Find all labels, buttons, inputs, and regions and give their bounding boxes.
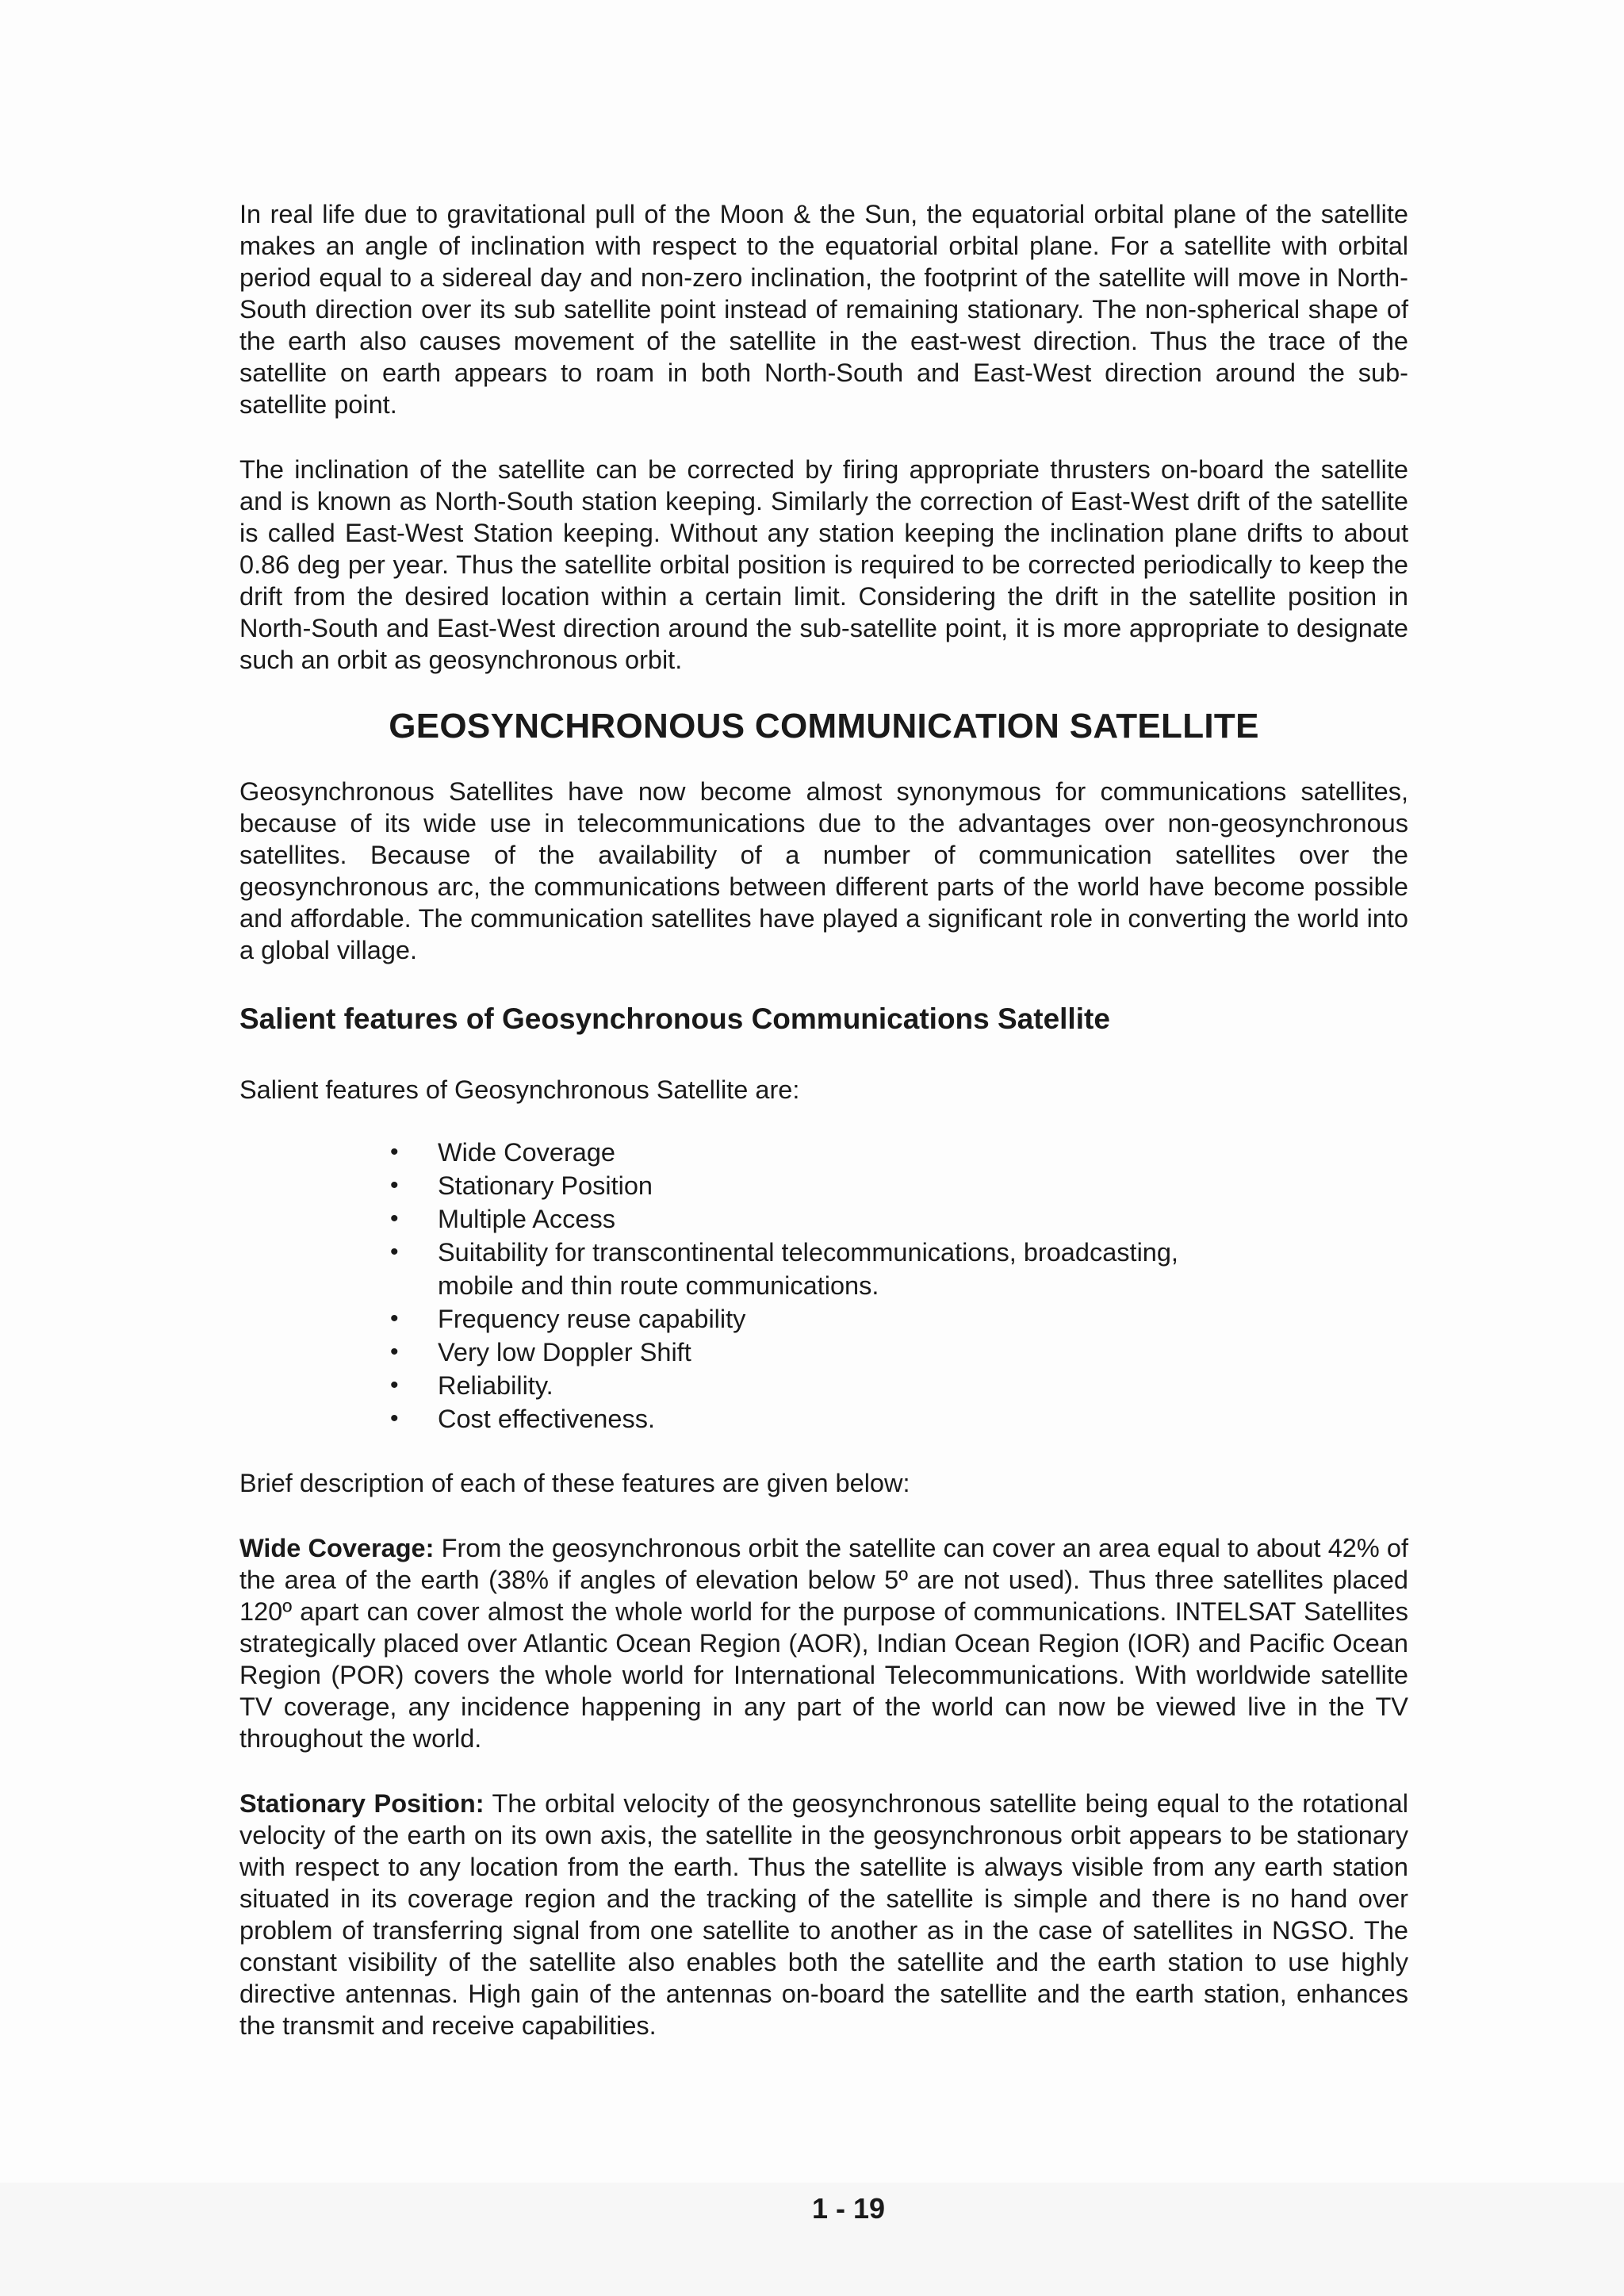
bullet-icon: • [390,1372,399,1398]
term-stationary-position: Stationary Position: [239,1789,485,1818]
list-item: • Stationary Position [438,1169,1231,1202]
list-item: • Frequency reuse capability [438,1302,1231,1336]
list-item: • Multiple Access [438,1202,1231,1236]
page-content [239,198,1408,2041]
subsection-heading: Salient features of Geosynchronous Communications Satellite [239,1002,1110,1035]
paragraph-features-intro: Salient features of Geosynchronous Satellite are: [239,1075,800,1104]
paragraph-geosync-overview: Geosynchronous Satellites have now become almost synonymous for communications satellites, because of its wide use in telecommunications due to the advantages over non-geosynchronous satellites. Because of the availability of a number of communication satellites over the geosynchronous arc, the communications between different parts of the world have become possible and affordable. The communication satellites have played a significant role in converting the world into a global village. [239,777,1408,964]
paragraph-features-description-intro: Brief description of each of these features are given below: [239,1469,910,1497]
bullet-icon: • [390,1339,399,1365]
list-item: • Reliability. [438,1369,1231,1402]
bullet-icon: • [390,1172,399,1198]
paragraph-station-keeping: The inclination of the satellite can be corrected by firing appropriate thrusters on-board the satellite and is known as North-South station keeping. Similarly the correction of East-West drift of the satellite is called East-West Station keeping. Without any station keeping the inclination plane drifts to about 0.86 deg per year. Thus the satellite orbital position is required to be corrected periodically to keep the drift from the desired location within a certain limit. Considering the drift in the satellite position in North-South and East-West direction around the sub-satellite point, it is more appropriate to designate such an orbit as geosynchronous orbit. [239,455,1408,674]
list-item: • Wide Coverage [438,1136,1231,1169]
feature-list [239,1136,1231,1435]
section-heading: GEOSYNCHRONOUS COMMUNICATION SATELLITE [389,707,1259,746]
paragraph-inclination-intro: In real life due to gravitational pull of the Moon & the Sun, the equatorial orbital plane of the satellite makes an angle of inclination with respect to the equatorial orbital plane. For a satellite with orbital period equal to a sidereal day and non-zero inclination, the footprint of the satellite will move in North-South direction over its sub satellite point instead of remaining stationary. The non-spherical shape of the earth also causes movement of the satellite in the east-west direction. Thus the trace of the satellite on earth appears to roam in both North-South and East-West direction around the sub-satellite point. [239,200,1408,419]
bullet-icon: • [390,1239,399,1265]
term-wide-coverage: Wide Coverage: [239,1534,435,1562]
paragraph-stationary-position: Stationary Position: The orbital velocity of the geosynchronous satellite being equal to the rotational velocity of the earth on its own axis, the satellite in the geosynchronous orbit appears to be stationary with respect to any location from the earth. Thus the satellite is always visible from any earth station situated in its coverage region and the tracking of the satellite is simple and there is no hand over problem of transferring signal from one satellite to another as in the case of satellites in NGSO. The constant visibility of the satellite also enables both the satellite and the earth station to use highly directive antennas. High gain of the antennas on-board the satellite and the earth station, enhances the transmit and receive capabilities. [239,1789,1408,2040]
page-number: 1 - 19 [811,2192,886,2225]
list-item: • Very low Doppler Shift [438,1336,1231,1369]
paragraph-wide-coverage: Wide Coverage: From the geosynchronous orbit the satellite can cover an area equal to about 42% of the area of the earth (38% if angles of elevation below 5º are not used). Thus three satellites placed 120º apart can cover almost the whole world for the purpose of communications. INTELSAT Satellites strategically placed over Atlantic Ocean Region (AOR), Indian Ocean Region (IOR) and Pacific Ocean Region (POR) covers the whole world for International Telecommunications. With worldwide satellite TV coverage, any incidence happening in any part of the world can now be viewed live in the TV throughout the world. [239,1534,1409,1753]
bullet-icon: • [390,1305,399,1332]
bullet-icon: • [390,1405,399,1432]
bullet-icon: • [390,1205,399,1232]
list-item: • Cost effectiveness. [438,1402,1231,1435]
bullet-icon: • [390,1139,399,1165]
list-item: • Suitability for transcontinental telecommunications, broadcasting, mobile and thin route communications. [438,1236,1231,1302]
